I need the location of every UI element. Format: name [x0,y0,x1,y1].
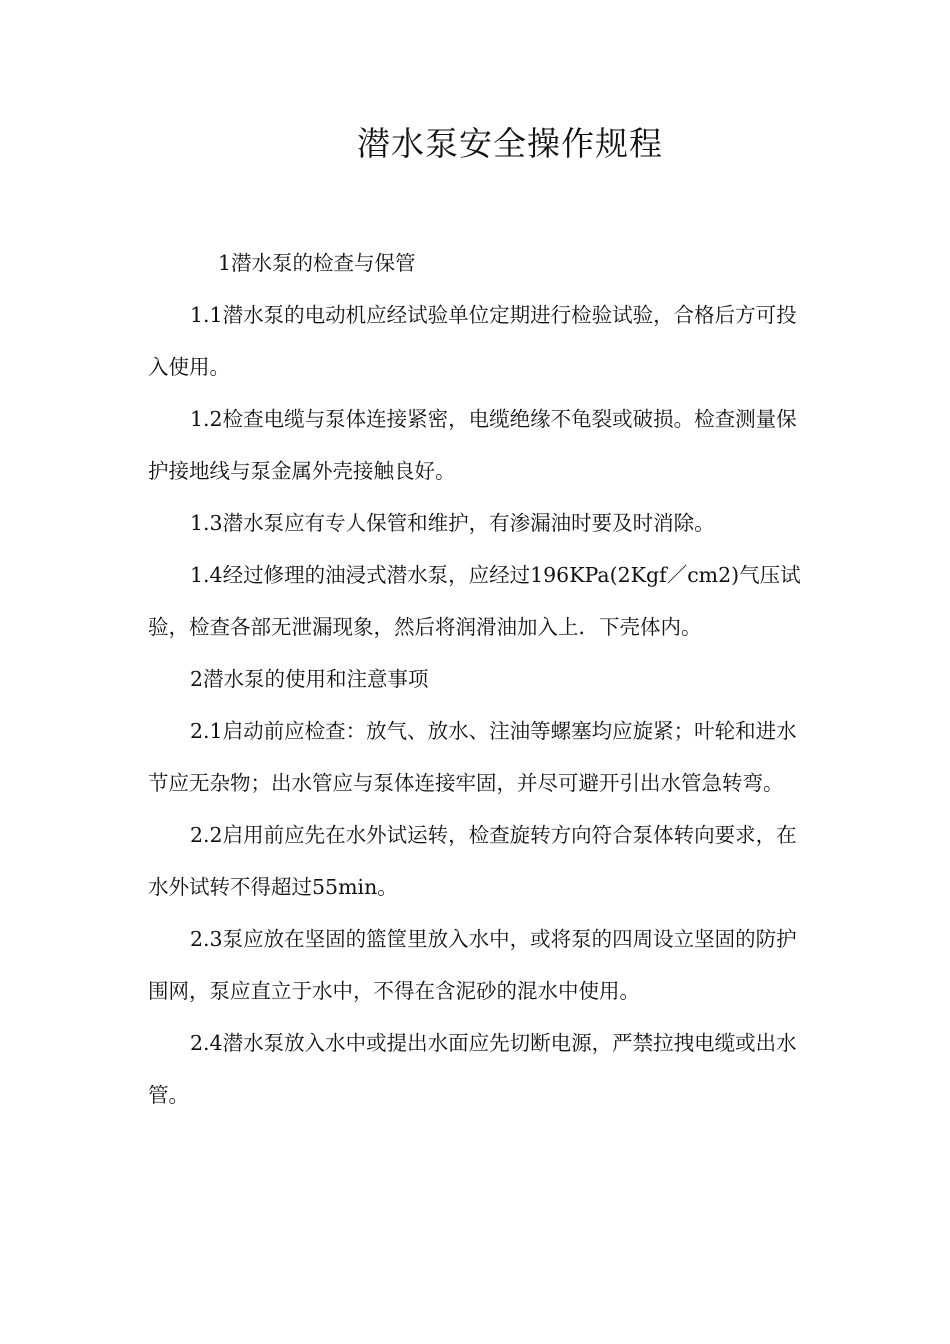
paragraph-1-1: 1.1潜水泵的电动机应经试验单位定期进行检验试验，合格后方可投入使用。 [148,303,797,379]
paragraph-2-2: 2.2启用前应先在水外试运转，检查旋转方向符合泵体转向要求，在水外试转不得超过55min。 [148,823,797,899]
paragraph-1-3: 1.3潜水泵应有专人保管和维护，有渗漏油时要及时消除。 [190,511,715,535]
paragraph-2-4: 2.4潜水泵放入水中或提出水面应先切断电源，严禁拉拽电缆或出水管。 [148,1031,797,1107]
document-body [148,237,808,1121]
paragraph-1-4: 1.4经过修理的油浸式潜水泵，应经过196KPa(2Kgf／cm2)气压试验，检查各部无泄漏现象，然后将润滑油加入上．下壳体内。 [148,563,801,639]
paragraph-2-1: 2.1启动前应检查：放气、放水、注油等螺塞均应旋紧；叶轮和进水节应无杂物；出水管应与泵体连接牢固，并尽可避开引出水管急转弯。 [148,719,797,795]
section-heading-2: 2潜水泵的使用和注意事项 [190,667,429,691]
section-heading-1: 1潜水泵的检查与保管 [218,251,416,275]
document-title: 潜水泵安全操作规程 [357,124,663,163]
paragraph-2-3: 2.3泵应放在坚固的篮筐里放入水中，或将泵的四周设立坚固的防护围网，泵应直立于水中，不得在含泥砂的混水中使用。 [148,927,797,1003]
paragraph-1-2: 1.2检查电缆与泵体连接紧密，电缆绝缘不龟裂或破损。检查测量保护接地线与泵金属外壳接触良好。 [148,407,797,483]
